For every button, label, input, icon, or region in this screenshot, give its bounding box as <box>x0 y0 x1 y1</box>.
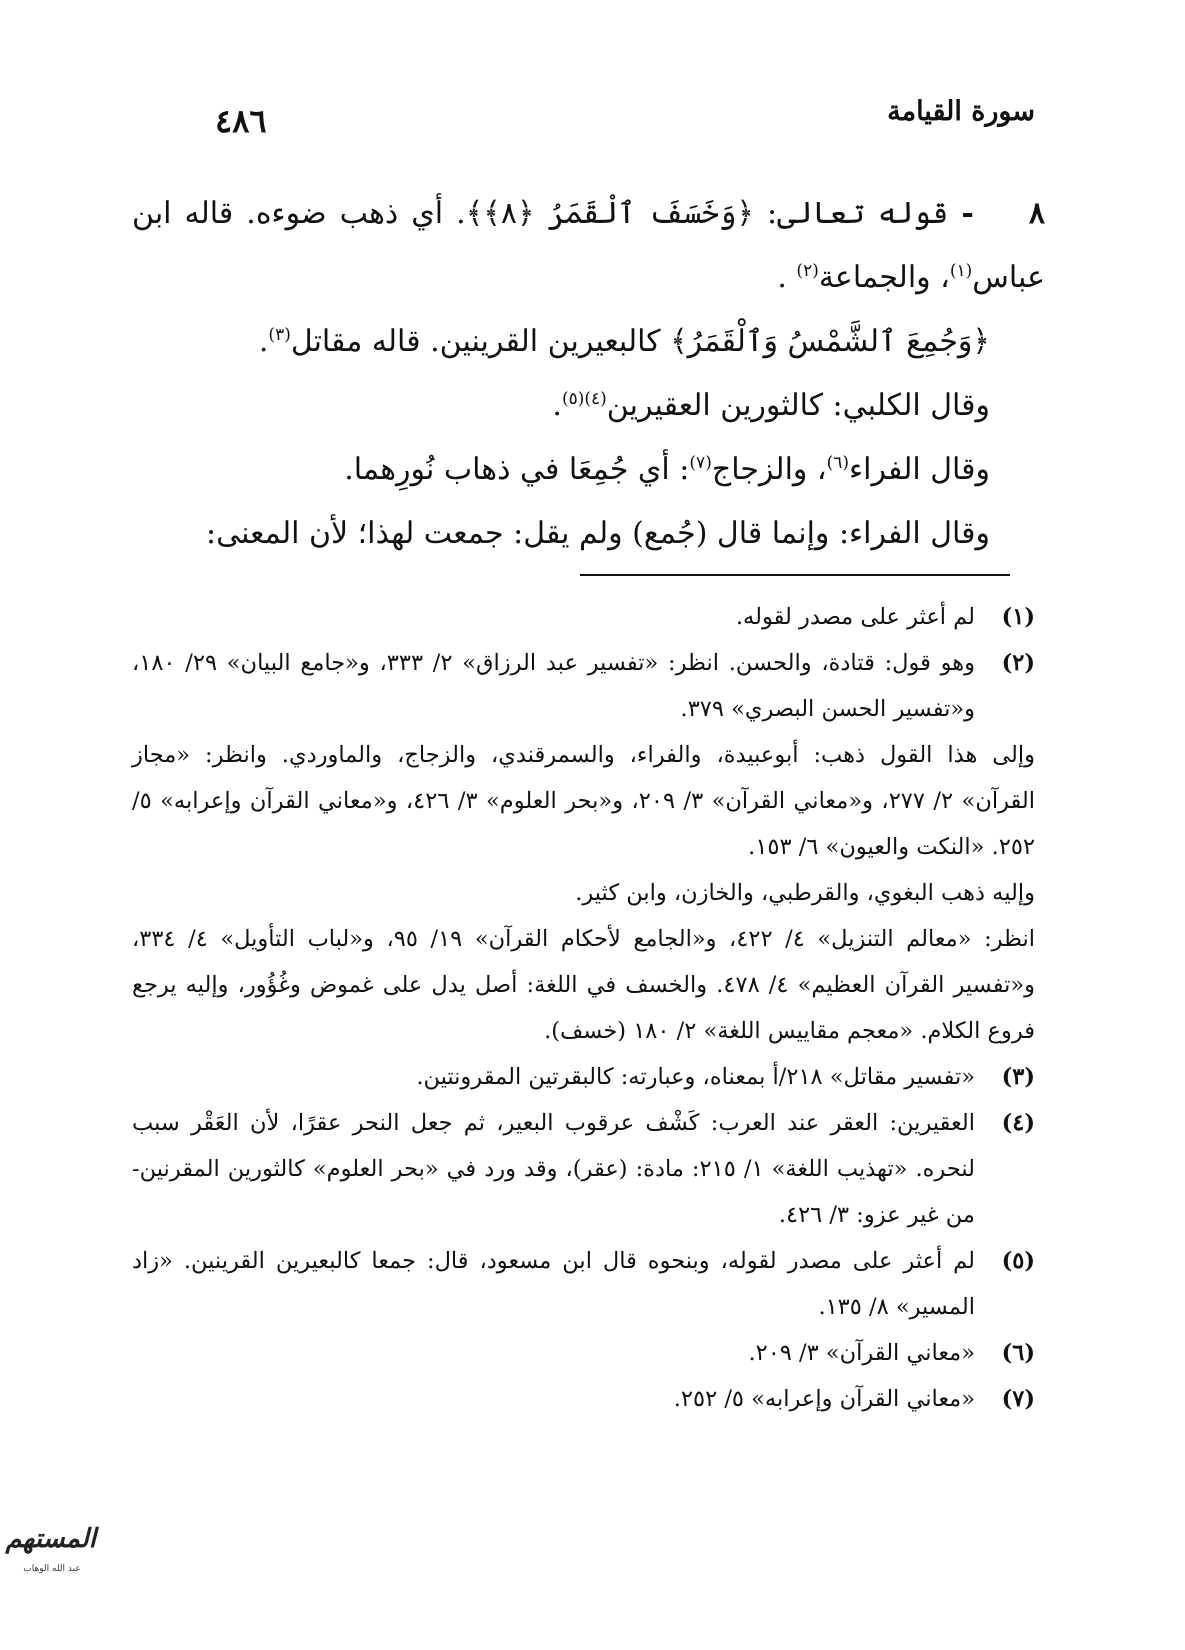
footnote-ref-3[interactable]: (٣) <box>268 325 291 345</box>
commentary-text: وقال الكلبي: كالثورين العقيرين <box>606 388 990 423</box>
footnote-1 <box>132 594 1035 640</box>
footnote-2 <box>132 640 1035 1054</box>
footnote-number: (٥) <box>1001 1248 1035 1274</box>
paragraph-farra-grammar <box>132 502 1045 566</box>
paragraph-sun-moon <box>132 310 1045 374</box>
footnote-text: «معاني القرآن وإعرابه» ٥/ ٢٥٢. <box>673 1386 975 1412</box>
main-text <box>132 182 1045 566</box>
footnote-ref-7[interactable]: (٧) <box>689 453 712 473</box>
footnote-3 <box>132 1054 1035 1100</box>
footnote-text: انظر: «معالم التنزيل» ٤/ ٤٢٢، و«الجامع لأحكام القرآن» ١٩/ ٩٥، و«لباب التأويل» ٤/ ٣٣٤، و«تفسير القرآن العظيم» ٤/ ٤٧٨. والخسف في اللغة: أصل يدل على غموض وغُؤُور، وإليه يرجع فروع الكلام. «معجم مقاييس اللغة» ٢/ ١٨٠ (خسف). <box>132 926 1036 1044</box>
footnotes <box>132 594 1035 1422</box>
quran-quote: ﴿وَخَسَفَ ٱلْقَمَرُ ﴿٨﴾﴾. <box>456 196 754 231</box>
punctuation: . <box>777 260 787 295</box>
commentary-text: كالبعيرين القرينين. قاله مقاتل <box>290 324 661 359</box>
commentary-text: ، والزجاج <box>711 452 827 487</box>
footnote-number: (٣) <box>1001 1064 1035 1090</box>
commentary-text: : أي جُمِعَا في ذهاب نُورِهما. <box>344 452 690 487</box>
punctuation: . <box>552 388 562 423</box>
surah-title: سورة القيامة <box>887 96 1035 127</box>
commentary-text: وقال الفراء: وإنما قال (جُمع) ولم يقل: جمعت لهذا؛ لأن المعنى: <box>205 516 990 551</box>
footnote-ref-6[interactable]: (٦) <box>826 453 850 473</box>
footnote-separator <box>580 574 1010 576</box>
paragraph-kalbi <box>132 374 1045 438</box>
footnote-number: (١) <box>1001 604 1035 630</box>
footnote-text: وإليه ذهب البغوي، والقرطبي، والخازن، وابن كثير. <box>575 880 1035 906</box>
footnote-number: (٢) <box>1001 650 1035 676</box>
footnote-ref-4-5[interactable]: (٤)(٥) <box>561 389 607 409</box>
footnote-number: (٤) <box>1001 1110 1035 1136</box>
quran-quote: ﴿وَجُمِعَ ٱلشَّمْسُ وَٱلْقَمَرُ﴾ <box>670 324 990 359</box>
footnote-text: وهو قول: قتادة، والحسن. انظر: «تفسير عبد الرزاق» ٢/ ٣٣٣، و«جامع البيان» ٢٩/ ١٨٠، و«تفسير الحسن البصري» ٣٧٩. <box>132 650 975 722</box>
page-number: ٤٨٦ <box>215 102 267 140</box>
intro-phrase: قوله تعالى: <box>767 196 949 231</box>
publisher-logo <box>5 1524 96 1588</box>
footnote-text: «معاني القرآن» ٣/ ٢٠٩. <box>748 1340 975 1366</box>
footnote-text: لم أعثر على مصدر لقوله. <box>735 604 975 630</box>
footnote-ref-2[interactable]: (٢) <box>796 261 819 281</box>
footnote-7 <box>132 1376 1035 1422</box>
commentary-text: وقال الفراء <box>849 452 990 487</box>
footnote-ref-1[interactable]: (١) <box>949 261 973 281</box>
paragraph-verse-8 <box>132 182 1045 310</box>
footnote-number: (٧) <box>1001 1386 1035 1412</box>
paragraph-farra-zajjaj <box>132 438 1045 502</box>
footnote-number: (٦) <box>1001 1340 1035 1366</box>
footnote-text: «تفسير مقاتل» ٢١٨/أ بمعناه، وعبارته: كالبقرتين المقرونتين. <box>416 1064 975 1090</box>
footnote-5 <box>132 1238 1035 1330</box>
verse-number: ٨- <box>961 196 1045 231</box>
commentary-text: أي ذهب ضوءه. قاله ابن عباس <box>132 196 1045 295</box>
logo-calligraphy: المستهم <box>5 1524 96 1554</box>
footnote-text: لم أعثر على مصدر لقوله، وبنحوه قال ابن مسعود، قال: جمعا كالبعيرين القرينين. «زاد المسير» ٨/ ١٣٥. <box>132 1248 975 1320</box>
footnote-text: وإلى هذا القول ذهب: أبوعبيدة، والفراء، والسمرقندي، والزجاج، والماوردي. وانظر: «مجاز القرآن» ٢/ ٢٧٧، و«معاني القرآن» ٣/ ٢٠٩، و«بحر العلوم» ٣/ ٤٢٦، و«معاني القرآن وإعرابه» ٥/ ٢٥٢. «النكت والعيون» ٦/ ١٥٣. <box>132 742 1035 860</box>
footnote-6 <box>132 1330 1035 1376</box>
footnote-text: العقيرين: العقر عند العرب: كَشْف عرقوب البعير، ثم جعل النحر عقرًا، لأن العَقْر سبب لنحره. «تهذيب اللغة» ١/ ٢١٥: مادة: (عقر)، وقد ورد في «بحر العلوم» كالثورين المقرنين- من غير عزو: ٣/ ٤٢٦. <box>132 1110 976 1228</box>
footnote-4 <box>132 1100 1035 1238</box>
logo-subtitle: عبد الله الوهاب <box>23 1564 81 1574</box>
punctuation: . <box>258 324 269 359</box>
commentary-text: ، والجماعة <box>818 260 950 295</box>
